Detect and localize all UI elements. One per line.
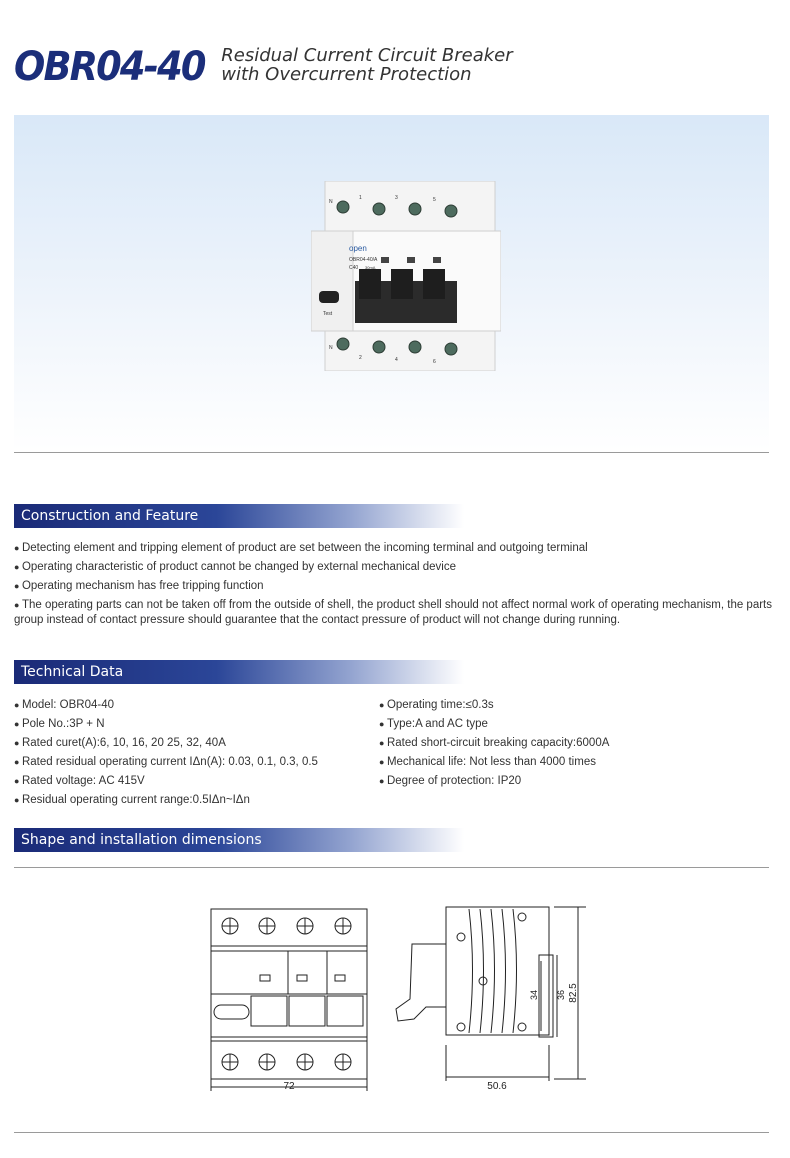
section-header-dimensions (14, 828, 464, 852)
feature-item: ● Operating mechanism has free tripping function (14, 579, 772, 594)
model-title: OBR04-40 (14, 44, 205, 90)
subtitle-line-1: Residual Current Circuit Breaker (221, 45, 513, 66)
tech-item: ● Mechanical life: Not less than 4000 times (379, 753, 609, 772)
tech-item: ● Rated curet(A):6, 10, 16, 20 25, 32, 40A (14, 734, 318, 753)
divider (14, 1132, 769, 1133)
tech-item: ● Operating time:≤0.3s (379, 696, 609, 715)
brand-label: open (349, 244, 367, 253)
tech-item: ● Rated voltage: AC 415V (14, 772, 318, 791)
product-photo (14, 115, 769, 451)
tech-item: ● Pole No.:3P + N (14, 715, 318, 734)
test-label: Test (323, 311, 333, 317)
section-title: Construction and Feature (21, 508, 199, 524)
divider (14, 867, 769, 868)
tech-list-right (379, 696, 609, 791)
section-header-construction (14, 504, 464, 528)
terminal-bottom-n: N (329, 345, 333, 351)
dim-height: 82.5 (568, 983, 579, 1003)
dimension-svg (14, 869, 769, 1132)
terminal-top-1: 1 (359, 195, 362, 201)
subtitle-line-2: with Overcurrent Protection (221, 64, 472, 85)
terminal-bottom-4: 4 (395, 357, 398, 363)
dim-inner-b: 36 (556, 989, 566, 1001)
section-title: Technical Data (21, 664, 124, 680)
tech-item: ● Rated short-circuit breaking capacity:6000A (379, 734, 609, 753)
feature-list (14, 541, 772, 632)
breaker-image (311, 181, 501, 371)
dim-width: 72 (283, 1081, 295, 1092)
section-title: Shape and installation dimensions (21, 832, 262, 848)
tech-item: ● Residual operating current range:0.5IΔn~IΔn (14, 791, 318, 810)
terminal-top-5: 5 (433, 197, 436, 203)
tech-item: ● Type:A and AC type (379, 715, 609, 734)
rating-label: C40 (349, 265, 359, 271)
dim-inner-a: 34 (529, 989, 539, 1001)
terminal-bottom-2: 2 (359, 355, 362, 361)
dim-depth: 50.6 (487, 1081, 507, 1092)
feature-item: ● The operating parts can not be taken off from the outside of shell, the product shell should not affect normal work of operating mechanism, the parts group instead of contact pressure should guarantee that the contact pressure of product will not change during running. (14, 598, 772, 628)
sensitivity-label: 30mA (365, 265, 376, 270)
tech-item: ● Rated residual operating current IΔn(A): 0.03, 0.1, 0.3, 0.5 (14, 753, 318, 772)
terminal-top-3: 3 (395, 195, 398, 201)
dimension-drawing (14, 869, 769, 1132)
feature-item: ● Detecting element and tripping element of product are set between the incoming terminal and outgoing terminal (14, 541, 772, 556)
terminal-top-n: N (329, 199, 333, 205)
tech-list-left (14, 696, 318, 810)
feature-item: ● Operating characteristic of product cannot be changed by external mechanical device (14, 560, 772, 575)
page-header (14, 40, 513, 94)
tech-item: ● Model: OBR04-40 (14, 696, 318, 715)
product-subtitle (221, 46, 512, 84)
tech-item: ● Degree of protection: IP20 (379, 772, 609, 791)
divider (14, 452, 769, 453)
terminal-bottom-6: 6 (433, 359, 436, 365)
section-header-technical (14, 660, 464, 684)
model-label: OBR04-40/A (349, 257, 378, 263)
